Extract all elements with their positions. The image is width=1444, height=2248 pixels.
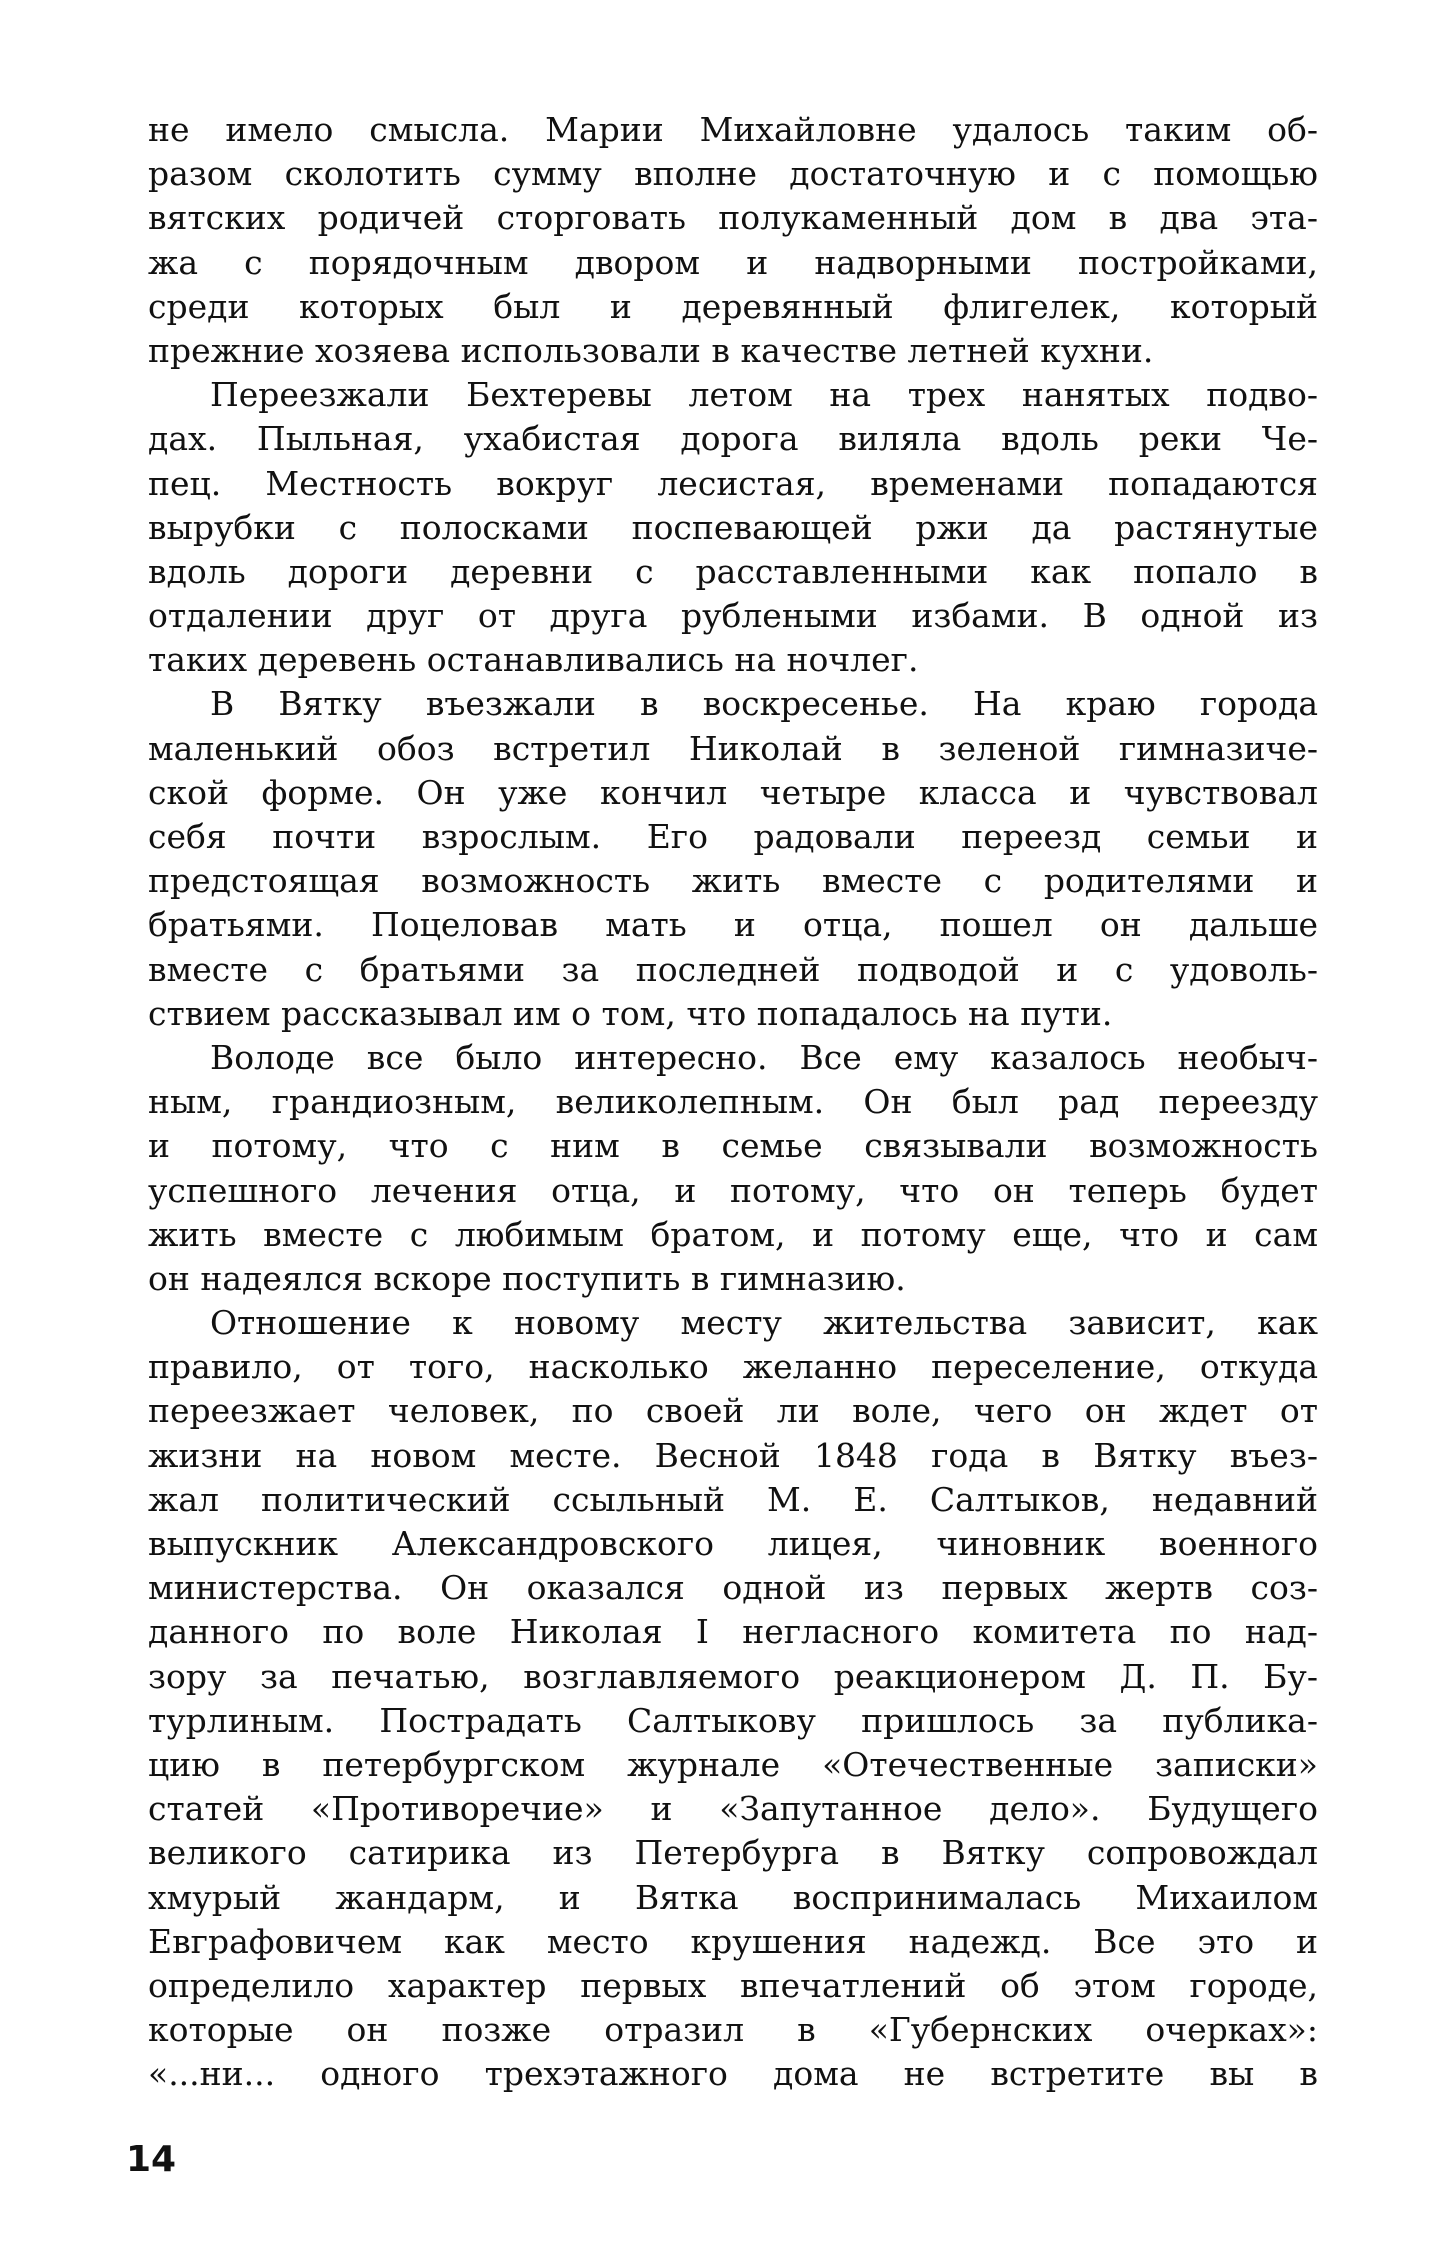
text-line: министерства. Он оказался одной из первых жертв соз- (148, 1568, 1318, 1608)
text-line: не имело смысла. Марии Михайловне удалось таким об- (148, 110, 1318, 149)
text-line: Переезжали Бехтеревы летом на трех нанятых подво- (210, 375, 1318, 415)
text-line: ным, грандиозным, великолепным. Он был рад переезду (148, 1082, 1318, 1122)
text-line: «...ни... одного трехэтажного дома не встретите вы в (148, 2054, 1318, 2094)
text-line: В Вятку въезжали в воскресенье. На краю города (210, 684, 1318, 724)
text-line: и потому, что с ним в семье связывали возможность (148, 1126, 1318, 1166)
text-line: среди которых был и деревянный флигелек, который (148, 286, 1318, 326)
text-line: жизни на новом месте. Весной 1848 года в Вятку въез- (148, 1435, 1318, 1475)
text-line: успешного лечения отца, и потому, что он теперь будет (148, 1170, 1318, 1210)
text-line: предстоящая возможность жить вместе с родителями и (148, 861, 1318, 901)
body-text (148, 108, 1318, 2096)
text-line: ской форме. Он уже кончил четыре класса и чувствовал (148, 772, 1318, 812)
text-line: определило характер первых впечатлений об этом городе, (148, 1965, 1318, 2005)
text-line: разом сколотить сумму вполне достаточную и с помощью (148, 154, 1318, 194)
text-line: зору за печатью, возглавляемого реакционером Д. П. Бу- (148, 1656, 1318, 1696)
text-line: братьями. Поцеловав мать и отца, пошел он дальше (148, 905, 1318, 945)
text-line: маленький обоз встретил Николай в зеленой гимназиче- (148, 728, 1318, 768)
paragraph (148, 682, 1318, 1036)
text-line: отдалении друг от друга рублеными избами. В одной из (148, 596, 1318, 636)
text-line: Володе все было интересно. Все ему казалось необыч- (210, 1037, 1318, 1077)
text-line: хмурый жандарм, и Вятка воспринималась Михаилом (148, 1877, 1318, 1917)
text-line: он надеялся вскоре поступить в гимназию. (148, 1258, 906, 1298)
text-line: себя почти взрослым. Его радовали переезд семьи и (148, 817, 1318, 856)
text-line: жа с порядочным двором и надворными постройками, (148, 242, 1318, 282)
text-line: вятских родичей сторговать полукаменный дом в два эта- (148, 198, 1318, 238)
text-line: ствием рассказывал им о том, что попадалось на пути. (148, 993, 1113, 1033)
text-line: данного по воле Николая I негласного комитета по над- (148, 1612, 1318, 1652)
text-line: великого сатирика из Петербурга в Вятку сопровождал (148, 1833, 1318, 1873)
text-line: дах. Пыльная, ухабистая дорога виляла вдоль реки Че- (148, 419, 1318, 459)
text-line: таких деревень останавливались на ночлег. (148, 640, 919, 680)
text-line: турлиным. Пострадать Салтыкову пришлось за публика- (148, 1700, 1318, 1740)
page-number: 14 (126, 2139, 177, 2180)
text-line: вместе с братьями за последней подводой и с удоволь- (148, 949, 1318, 989)
text-line: Евграфовичем как место крушения надежд. Все это и (148, 1921, 1318, 1961)
paragraph (148, 373, 1318, 682)
paragraph (148, 108, 1318, 373)
text-line: Отношение к новому месту жительства зависит, как (210, 1303, 1318, 1343)
text-line: вырубки с полосками поспевающей ржи да растянутые (148, 507, 1318, 547)
text-line: прежние хозяева использовали в качестве летней кухни. (148, 330, 1154, 370)
text-line: переезжает человек, по своей ли воле, чего он ждет от (148, 1391, 1318, 1431)
text-line: выпускник Александровского лицея, чиновник военного (148, 1524, 1318, 1563)
paragraph (148, 1036, 1318, 1301)
text-line: цию в петербургском журнале «Отечественные записки» (148, 1744, 1318, 1784)
text-line: пец. Местность вокруг лесистая, временами попадаются (148, 463, 1318, 503)
text-line: жить вместе с любимым братом, и потому еще, что и сам (148, 1214, 1318, 1254)
paragraph (148, 1301, 1318, 2096)
text-line: правило, от того, насколько желанно переселение, откуда (148, 1347, 1318, 1387)
text-line: которые он позже отразил в «Губернских очерках»: (148, 2010, 1318, 2050)
text-line: статей «Противоречие» и «Запутанное дело». Будущего (148, 1789, 1318, 1829)
text-line: жал политический ссыльный М. Е. Салтыков, недавний (148, 1479, 1318, 1519)
text-line: вдоль дороги деревни с расставленными как попало в (148, 551, 1318, 591)
